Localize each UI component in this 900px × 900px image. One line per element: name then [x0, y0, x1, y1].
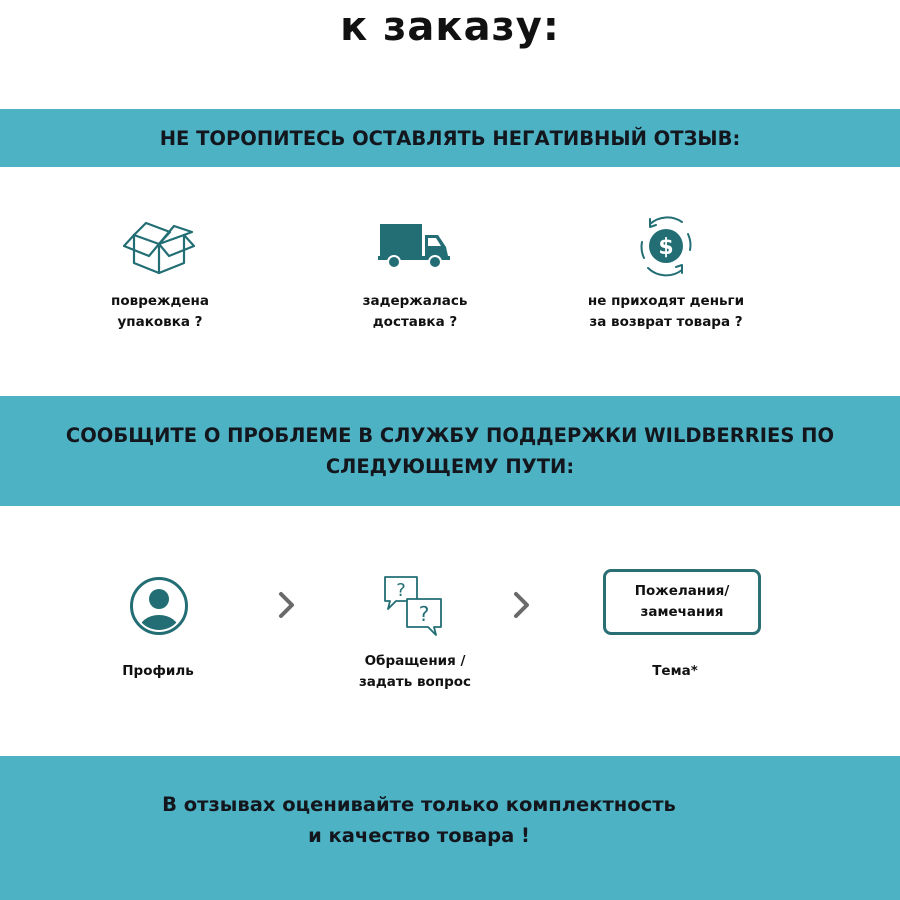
chevron-right-icon	[277, 591, 297, 619]
truck-icon	[378, 222, 452, 270]
chevron-right-icon	[512, 591, 532, 619]
svg-text:$: $	[658, 235, 674, 260]
step-topic-label: Тема*	[652, 663, 698, 679]
banner-review-advice-text: В отзывах оценивайте только комплектность и качество товара !	[162, 793, 676, 847]
step-profile-label: Профиль	[122, 663, 194, 679]
box-icon	[122, 213, 196, 275]
page-title: к заказу:	[340, 4, 560, 50]
step-requests-label: Обращения / задать вопрос	[358, 653, 472, 690]
money-refund-icon	[634, 214, 698, 278]
banner-support-path	[0, 396, 900, 506]
banner-warning	[0, 109, 900, 167]
caption-refund-not-received: не приходят деньги за возврат товара ?	[587, 293, 745, 330]
banner-warning-text: НЕ ТОРОПИТЕСЬ ОСТАВЛЯТЬ НЕГАТИВНЫЙ ОТЗЫВ:	[159, 126, 741, 150]
banner-support-path-text: СООБЩИТЕ О ПРОБЛЕМЕ В СЛУЖБУ ПОДДЕРЖКИ WILDBERRIES ПО СЛЕДУЮЩЕМУ ПУТИ:	[65, 424, 835, 478]
caption-damaged-packaging: повреждена упаковка ?	[111, 293, 209, 330]
svg-text:?: ?	[418, 602, 430, 626]
profile-icon	[129, 576, 189, 636]
question-bubbles-icon	[382, 574, 444, 636]
svg-text:?: ?	[396, 580, 406, 601]
topic-wishes-remarks-box: Пожелания/ замечания	[603, 569, 761, 635]
caption-delayed-delivery: задержалась доставка ?	[362, 293, 468, 330]
banner-review-advice	[0, 756, 900, 900]
